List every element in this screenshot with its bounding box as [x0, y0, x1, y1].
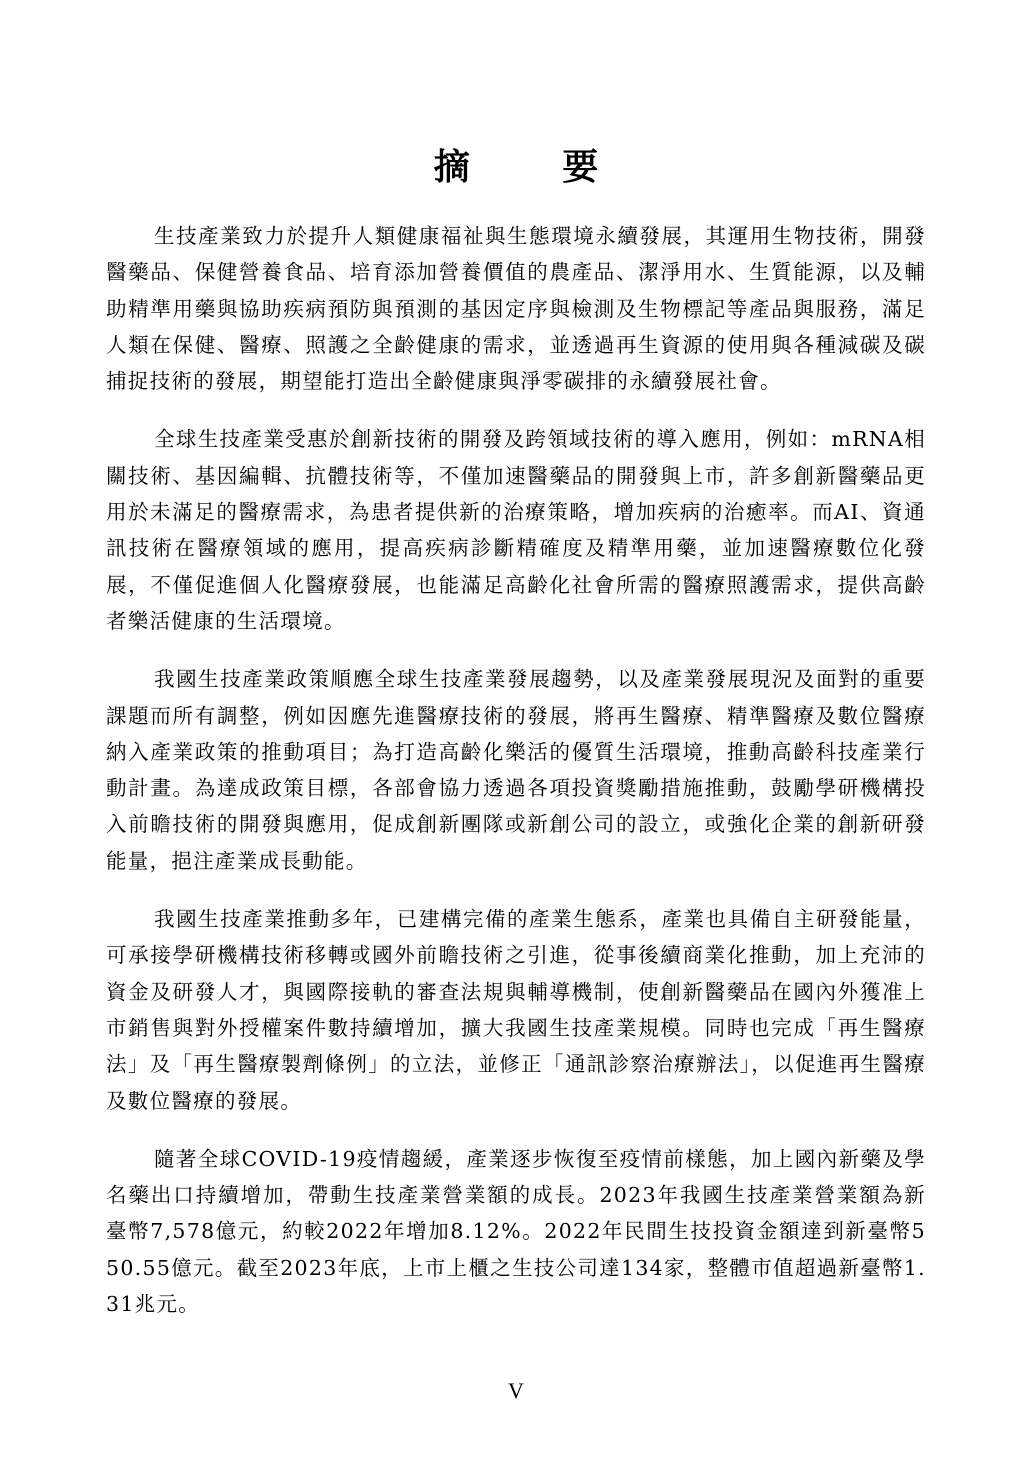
page-number: V [508, 1378, 524, 1403]
page-title: 摘 要 [433, 146, 639, 188]
paragraph-industry-ecosystem: 我國生技產業推動多年，已建構完備的產業生態系，產業也具備自主研發能量，可承接學研機構技術移轉或國外前瞻技術之引進，從事後續商業化推動，加上充沛的資金及研發人才，與國際接軌的審查法規與輔導機制，使創新醫藥品在國內外獲准上市銷售與對外授權案件數持續增加，擴大我國生技產業規模。同時也完成「再生醫療法」及「再生醫療製劑條例」的立法，並修正「通訊診察治療辦法」，以促進再生醫療及數位醫療的發展。 [106, 907, 926, 1113]
abstract-body [106, 218, 926, 1344]
paragraph-national-policy: 我國生技產業政策順應全球生技產業發展趨勢，以及產業發展現況及面對的重要課題而所有調整，例如因應先進醫療技術的發展，將再生醫療、精準醫療及數位醫療納入產業政策的推動項目；為打造高齡化樂活的優質生活環境，推動高齡科技產業行動計畫。為達成政策目標，各部會協力透過各項投資獎勵措施推動，鼓勵學研機構投入前瞻技術的開發與應用，促成創新團隊或新創公司的設立，或強化企業的創新研發能量，挹注產業成長動能。 [106, 667, 926, 873]
paragraph-industry-statistics: 隨著全球COVID-19疫情趨緩，產業逐步恢復至疫情前樣態，加上國內新藥及學名藥出口持續增加，帶動生技產業營業額的成長。2023年我國生技產業營業額為新臺幣7,578億元，約較2022年增加8.12%。2022年民間生技投資金額達到新臺幣550.55億元。截至2023年底，上市上櫃之生技公司達134家，整體市值超過新臺幣1.31兆元。 [106, 1146, 926, 1317]
paragraph-biotech-mission: 生技產業致力於提升人類健康福祉與生態環境永續發展，其運用生物技術，開發醫藥品、保健營養食品、培育添加營養價值的農產品、潔淨用水、生質能源，以及輔助精準用藥與協助疾病預防與預測的基因定序與檢測及生物標記等產品與服務，滿足人類在保健、醫療、照護之全齡健康的需求，並透過再生資源的使用與各種減碳及碳捕捉技術的發展，期望能打造出全齡健康與淨零碳排的永續發展社會。 [106, 224, 926, 394]
paragraph-global-trends: 全球生技產業受惠於創新技術的開發及跨領域技術的導入應用，例如：mRNA相關技術、基因編輯、抗體技術等，不僅加速醫藥品的開發與上市，許多創新醫藥品更用於未滿足的醫療需求，為患者提供新的治療策略，增加疾病的治癒率。而AI、資通訊技術在醫療領域的應用，提高疾病診斷精確度及精準用藥，並加速醫療數位化發展，不僅促進個人化醫療發展，也能滿足高齡化社會所需的醫療照護需求，提供高齡者樂活健康的生活環境。 [106, 427, 926, 633]
